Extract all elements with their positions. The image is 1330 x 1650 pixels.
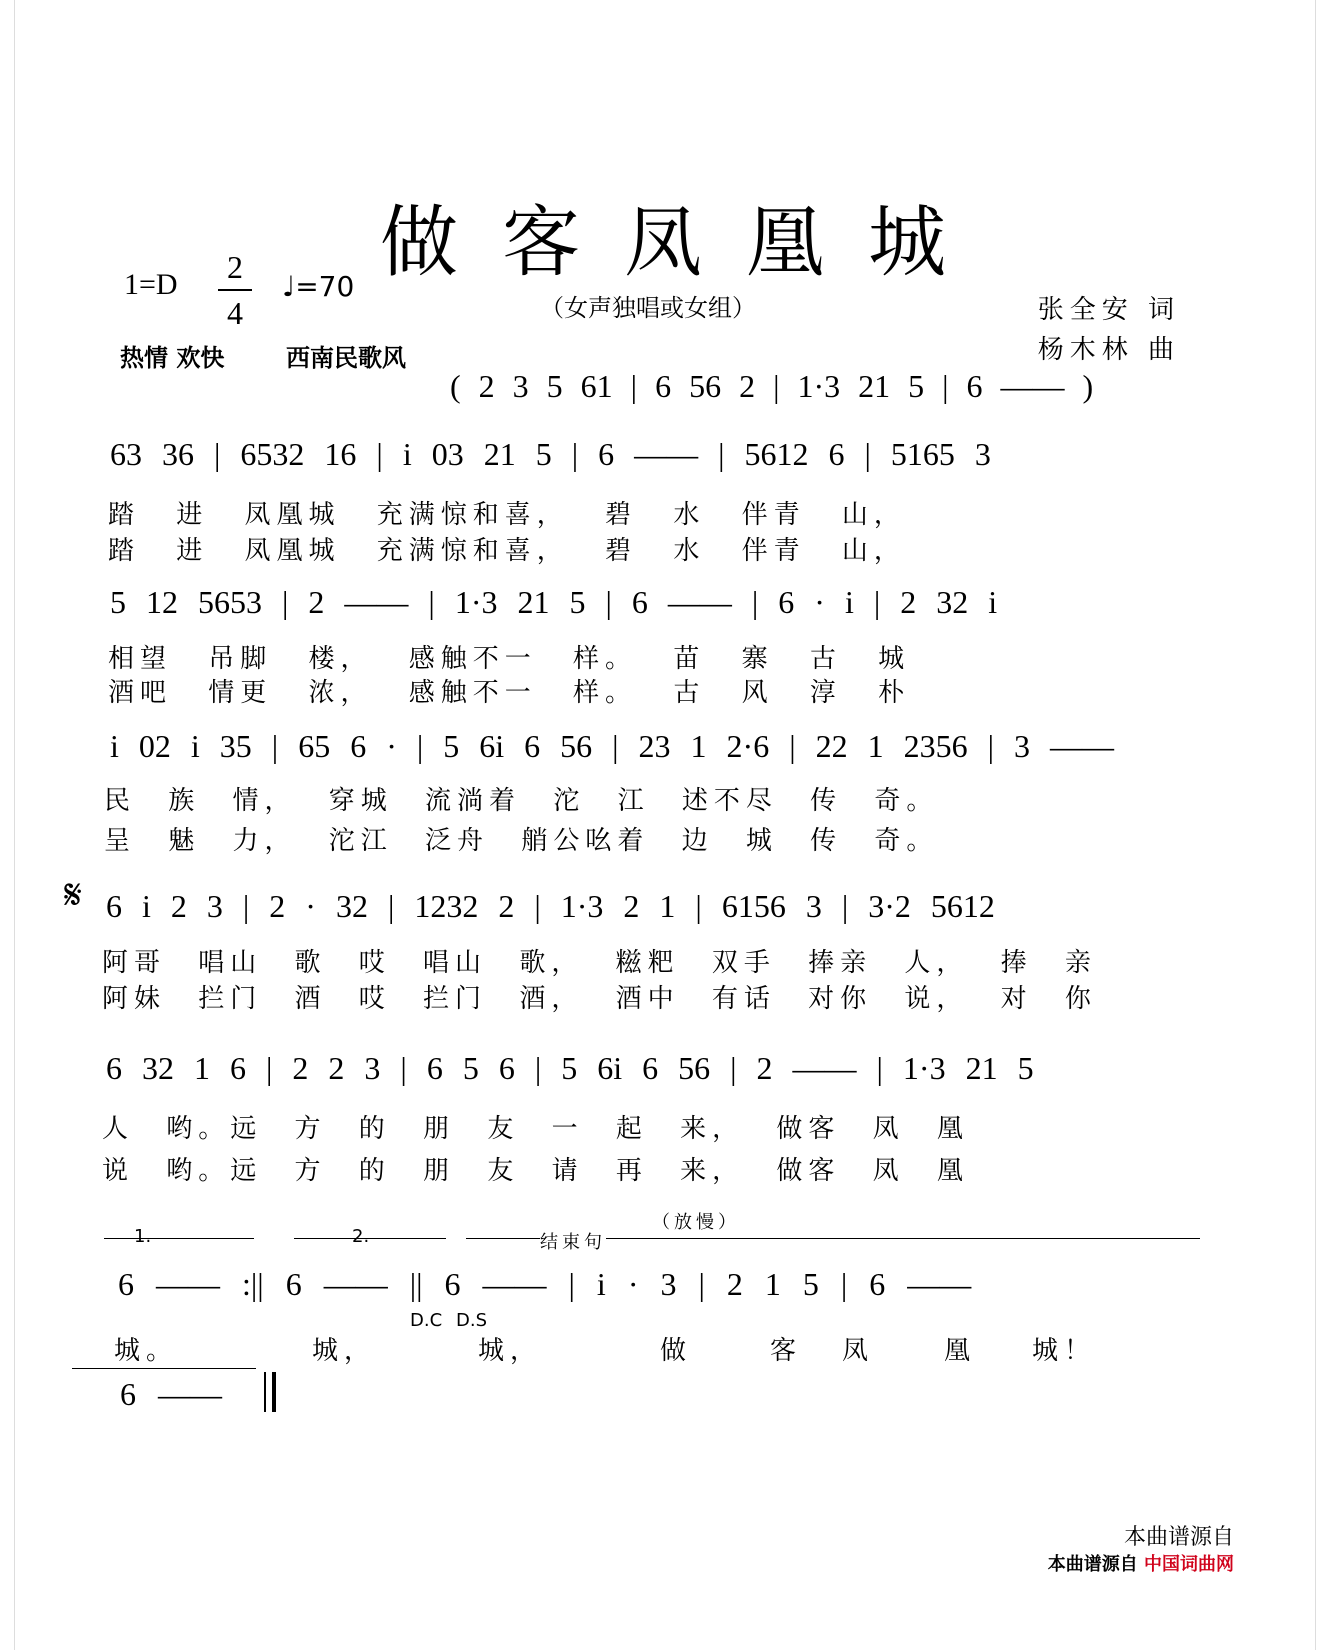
footer-source bbox=[1124, 1520, 1234, 1551]
right-watermark-strip bbox=[1315, 0, 1330, 1650]
row5-lyric1: 人 哟。远 方 的 朋 友 一 起 来， 做客 凤 凰 bbox=[102, 1114, 969, 1144]
footer-site-link[interactable]: 中国词曲网 bbox=[1144, 1554, 1234, 1575]
ending-lyric-4: 客 bbox=[770, 1336, 803, 1366]
ending-notes: 6 —— :|| 6 —— || 6 —— | i · 3 | 2 1 5 | 6 —— bbox=[118, 1266, 972, 1302]
slow-label: （放慢） bbox=[652, 1212, 740, 1233]
row5-lyric2: 说 哟。远 方 的 朋 友 请 再 来， 做客 凤 凰 bbox=[102, 1156, 969, 1186]
time-signature bbox=[218, 245, 252, 335]
volta2-line bbox=[294, 1238, 446, 1239]
row4-lyric1: 阿哥 唱山 歌 哎 唱山 歌， 糍粑 双手 捧亲 人， 捧 亲 bbox=[102, 948, 1097, 978]
row4-notes: 6 i 2 3 | 2 · 32 | 1232 2 | 1·3 2 1 | 6156 3 | 3·2 5612 bbox=[106, 888, 995, 924]
ending-lyric-7: 城！ bbox=[1032, 1336, 1097, 1366]
volta1-line bbox=[104, 1238, 254, 1239]
row2-lyric1: 相望 吊脚 楼， 感触不一 样。 苗 寨 古 城 bbox=[108, 644, 911, 674]
footer-source-small-text: 本曲谱源自 bbox=[1047, 1554, 1138, 1575]
ending-lyric-0: 城。 bbox=[114, 1336, 179, 1366]
row4-lyric2: 阿妹 拦门 酒 哎 拦门 酒， 酒中 有话 对你 说， 对 你 bbox=[102, 984, 1097, 1014]
ending-lyric-3: 做 bbox=[660, 1336, 693, 1366]
ending-lyric-5: 凤 bbox=[842, 1336, 875, 1366]
time-top: 2 bbox=[227, 249, 243, 285]
song-title: 做客凤凰城 bbox=[380, 198, 991, 288]
footer-source-small bbox=[1048, 1550, 1234, 1576]
volta1-label: 1. bbox=[134, 1226, 152, 1247]
style-mark: 西南民歌风 bbox=[286, 344, 406, 372]
ending-lyric-6: 凰 bbox=[944, 1336, 977, 1366]
row1-notes: 63 36 | 6532 16 | i 03 21 5 | 6 —— | 5612 6 | 5165 3 bbox=[110, 436, 991, 472]
end-phrase-label: 结束句 bbox=[540, 1228, 606, 1254]
row3-lyric1: 民 族 情， 穿城 流淌着 沱 江 述不尽 传 奇。 bbox=[104, 786, 939, 816]
coda-notes: 6 —— bbox=[120, 1376, 222, 1412]
coda-final-barline bbox=[272, 1372, 276, 1412]
row1-lyric2: 踏 进 凤凰城 充满惊和喜， 碧 水 伴青 山， bbox=[108, 536, 906, 566]
tempo-mark: ♩=70 bbox=[282, 270, 355, 303]
ending-lyric-2: 城， bbox=[478, 1336, 543, 1366]
intro-notes: ( 2 3 5 61 | 6 56 2 | 1·3 21 5 | 6 —— ) bbox=[450, 368, 1094, 404]
volta2-label: 2. bbox=[352, 1226, 370, 1247]
row2-lyric2: 酒吧 情更 浓， 感触不一 样。 古 风 淳 朴 bbox=[108, 678, 911, 708]
key-signature: 1=D bbox=[124, 268, 178, 301]
mood-mark: 热情 欢快 bbox=[120, 344, 225, 372]
coda-barline bbox=[264, 1372, 266, 1412]
performer-note: （女声独唱或女组） bbox=[540, 294, 756, 322]
footer-source-text: 本曲谱源自 bbox=[1123, 1525, 1234, 1550]
composer: 杨木林 曲 bbox=[1037, 335, 1180, 365]
ending-lyric-1: 城， bbox=[312, 1336, 377, 1366]
row2-notes: 5 12 5653 | 2 —— | 1·3 21 5 | 6 —— | 6 · i | 2 32 i bbox=[110, 584, 998, 620]
left-watermark-strip bbox=[0, 0, 15, 1650]
lyricist: 张全安 词 bbox=[1037, 295, 1180, 325]
time-bottom: 4 bbox=[218, 289, 252, 335]
row3-lyric2: 呈 魅 力， 沱江 泛舟 艄公吆着 边 城 传 奇。 bbox=[104, 826, 939, 856]
segno-icon: 𝄋 bbox=[64, 870, 83, 919]
row3-notes: i 02 i 35 | 65 6 · | 5 6i 6 56 | 23 1 2·6 | 22 1 2356 | 3 —— bbox=[110, 728, 1115, 764]
ds-label: D.S bbox=[456, 1310, 488, 1331]
row5-notes: 6 32 1 6 | 2 2 3 | 6 5 6 | 5 6i 6 56 | 2 —— | 1·3 21 5 bbox=[106, 1050, 1034, 1086]
dc-label: D.C bbox=[410, 1310, 443, 1331]
coda-line bbox=[72, 1368, 256, 1369]
credits bbox=[1038, 290, 1180, 370]
row1-lyric1: 踏 进 凤凰城 充满惊和喜， 碧 水 伴青 山， bbox=[108, 500, 906, 530]
